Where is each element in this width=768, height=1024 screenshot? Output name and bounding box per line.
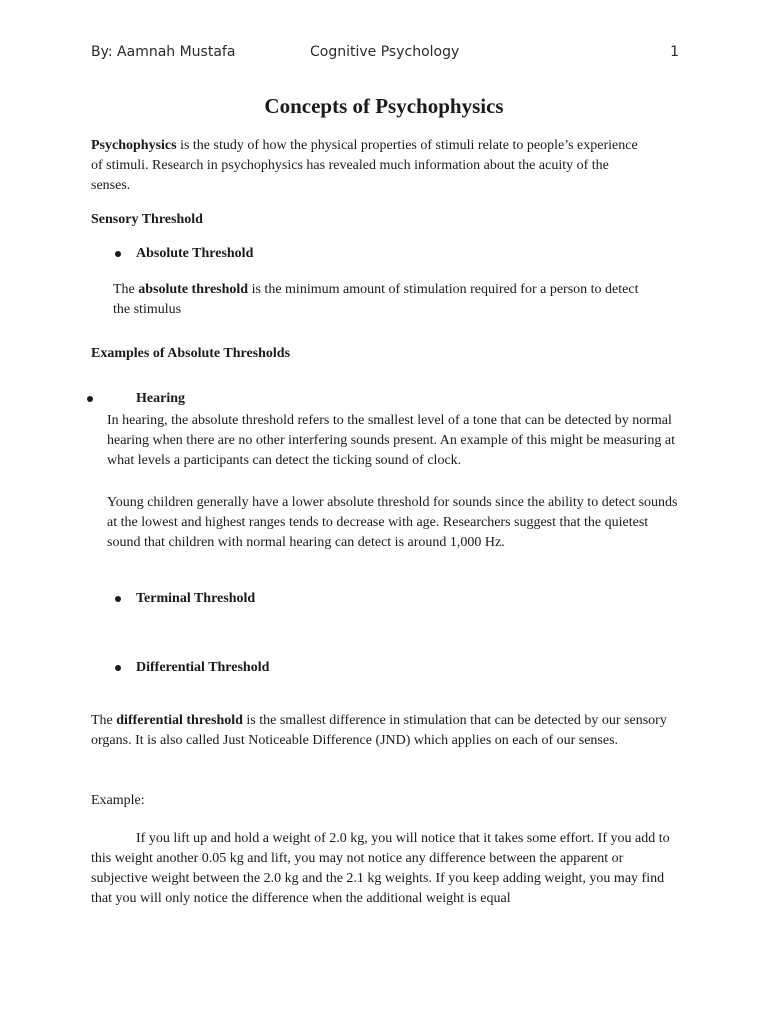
hearing-bullet <box>87 389 387 409</box>
header-page-number: 1 <box>670 44 679 60</box>
intro-text: is the study of how the physical properties of stimuli relate to people’s experience of stimuli. Research in psychophysics has revealed much information about the acuity of the senses. <box>91 138 638 193</box>
intro-term: Psychophysics <box>91 138 177 153</box>
hearing-paragraph-2: Young children generally have a lower absolute threshold for sounds since the ability to detect sounds at the lowest and highest ranges tends to decrease with age. Researchers suggest that the quietest sound that children with normal hearing can detect is around 1,000 Hz. <box>107 495 678 550</box>
hearing-paragraph-1: In hearing, the absolute threshold refers to the smallest level of a tone that can be detected by normal hearing when there are no other interfering sounds present. An example of this might be measuring at what levels a participants can detect the ticking sound of clock. <box>107 413 675 468</box>
bullet-icon <box>115 596 121 602</box>
differential-threshold-label: Differential Threshold <box>136 660 270 675</box>
bullet-icon <box>115 665 121 671</box>
page-header <box>91 44 679 64</box>
absolute-threshold-term: absolute threshold <box>138 282 249 297</box>
terminal-threshold-bullet <box>115 589 415 609</box>
header-author: By: Aamnah Mustafa <box>91 44 236 60</box>
differential-threshold-term: differential threshold <box>116 713 243 728</box>
absolute-threshold-label: Absolute Threshold <box>136 246 254 261</box>
absolute-threshold-paragraph <box>113 280 653 320</box>
hearing-label: Hearing <box>136 391 185 406</box>
document-title: Concepts of Psychophysics <box>264 94 504 118</box>
example-label: Example: <box>91 793 145 808</box>
differential-threshold-paragraph <box>91 711 671 751</box>
differential-threshold-prefix: The <box>91 713 117 728</box>
intro-paragraph <box>91 136 651 196</box>
differential-threshold-bullet <box>115 658 415 678</box>
sensory-threshold-heading: Sensory Threshold <box>91 212 203 227</box>
examples-heading: Examples of Absolute Thresholds <box>91 346 291 361</box>
header-course: Cognitive Psychology <box>310 44 460 60</box>
differential-threshold-text: is the smallest difference in stimulation that can be detected by our sensory organs. It is also called Just Noticeable Difference (JND) which applies on each of our senses. <box>91 713 667 748</box>
terminal-threshold-label: Terminal Threshold <box>136 591 256 606</box>
example-paragraph: If you lift up and hold a weight of 2.0 kg, you will notice that it takes some effort. If you add to this weight another 0.05 kg and lift, you may not notice any difference between the apparent or subjective weight between the 2.0 kg and the 2.1 kg weights. If you keep adding weight, you may find that you will only notice the difference when the additional weight is equal <box>91 831 670 906</box>
absolute-threshold-prefix: The <box>113 282 139 297</box>
absolute-threshold-text: is the minimum amount of stimulation required for a person to detect the stimulus <box>113 282 639 317</box>
absolute-threshold-bullet <box>115 244 415 264</box>
bullet-icon <box>87 396 93 402</box>
bullet-icon <box>115 251 121 257</box>
